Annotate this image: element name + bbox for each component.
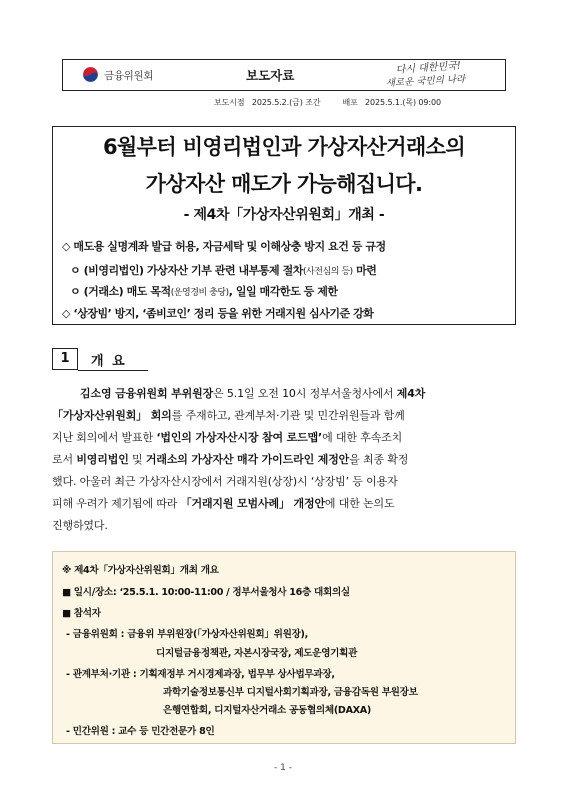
section-underline (78, 370, 148, 371)
page-number: - 1 - (274, 763, 292, 773)
overview-civilian: - 민간위원 : 교수 등 민간전문가 8인 (66, 726, 215, 737)
section-title: 개 요 (91, 354, 127, 369)
body-line: 로서 비영리법인 및 거래소의 가상자산 매각 가이드라인 제정안을 최종 확정 (52, 453, 409, 466)
agency-name: 금융위원회 (104, 70, 154, 82)
overview-title: ※ 제4차「가상자산위원회」개최 개요 (62, 565, 219, 576)
overview-gov-2: 과학기술정보통신부 디지털사회기획과장, 금융감독원 부원장보 (163, 687, 418, 698)
body-line: 피해 우려가 제기됨에 따라 「거래지원 모범사례」 개정안에 대한 논의도 (52, 497, 395, 510)
body-line: 했다. 아울러 최근 가상자산시장에서 거래지원(상장)시 ‘상장빔’ 등 이용자 (52, 475, 398, 488)
document-type-label: 보도자료 (246, 68, 295, 83)
headline-line-1: 6월부터 비영리법인과 가상자산거래소의 (102, 135, 466, 159)
overview-when: ■ 일시/장소: ‘25.5.1. 10:00-11:00 / 정부서울청사 16층 대회의실 (62, 587, 350, 598)
release-timing: 보도시점 2025.5.2.(금) 조간 배포 2025.5.1.(목) 09:00 (214, 98, 441, 107)
subheadline: - 제4차「가상자산위원회」개최 - (183, 207, 385, 223)
body-line: 지난 회의에서 발표한 ‘법인의 가상자산시장 참여 로드맵’에 대한 후속조치 (52, 431, 403, 444)
body-line: 「가상자산위원회」 회의를 주재하고, 관계부처·기관 및 민간위원들과 함께 (52, 409, 405, 422)
highlight-4: ◇ ‘상장빔’ 방지, ‘좀비코인’ 정리 등을 위한 거래지원 심사기준 강화 (62, 307, 374, 320)
svg-text:다시 대한민국!: 다시 대한민국! (395, 60, 462, 76)
body-line: 진행하였다. (52, 519, 108, 532)
svg-text:새로운 국민의 나라: 새로운 국민의 나라 (385, 73, 466, 89)
highlight-2: ㅇ (비영리법인) 가상자산 기부 관련 내부통제 절차(사전심의 등) 마련 (70, 264, 377, 277)
section-number: 1 (52, 348, 78, 370)
government-emblem-icon (82, 66, 99, 83)
overview-gov: - 관계부처·기관 : 기획재정부 거시경제과장, 법무부 상사법무과장, (66, 669, 335, 680)
body-line: 김소영 금융위원회 부위원장은 5.1일 오전 10시 정부서울청사에서 제4차 (80, 387, 426, 400)
overview-fsc: - 금융위원회 : 금융위 부위원장(「가상자산위원회」위원장), (66, 629, 308, 640)
overview-attendees: ■ 참석자 (62, 608, 101, 619)
slogan-logo (382, 60, 500, 90)
headline-line-2: 가상자산 매도가 가능해집니다. (145, 172, 423, 196)
overview-gov-3: 은행연합회, 디지털자산거래소 공동협의체(DAXA) (163, 705, 372, 716)
overview-fsc-2: 디지털금융정책관, 자본시장국장, 제도운영기획관 (156, 648, 358, 659)
highlight-3: ㅇ (거래소) 매도 목적(운영경비 충당), 일일 매각한도 등 제한 (70, 285, 338, 298)
highlight-1: ◇ 매도용 실명계좌 발급 허용, 자금세탁 및 이해상충 방지 요건 등 규정 (62, 240, 386, 253)
